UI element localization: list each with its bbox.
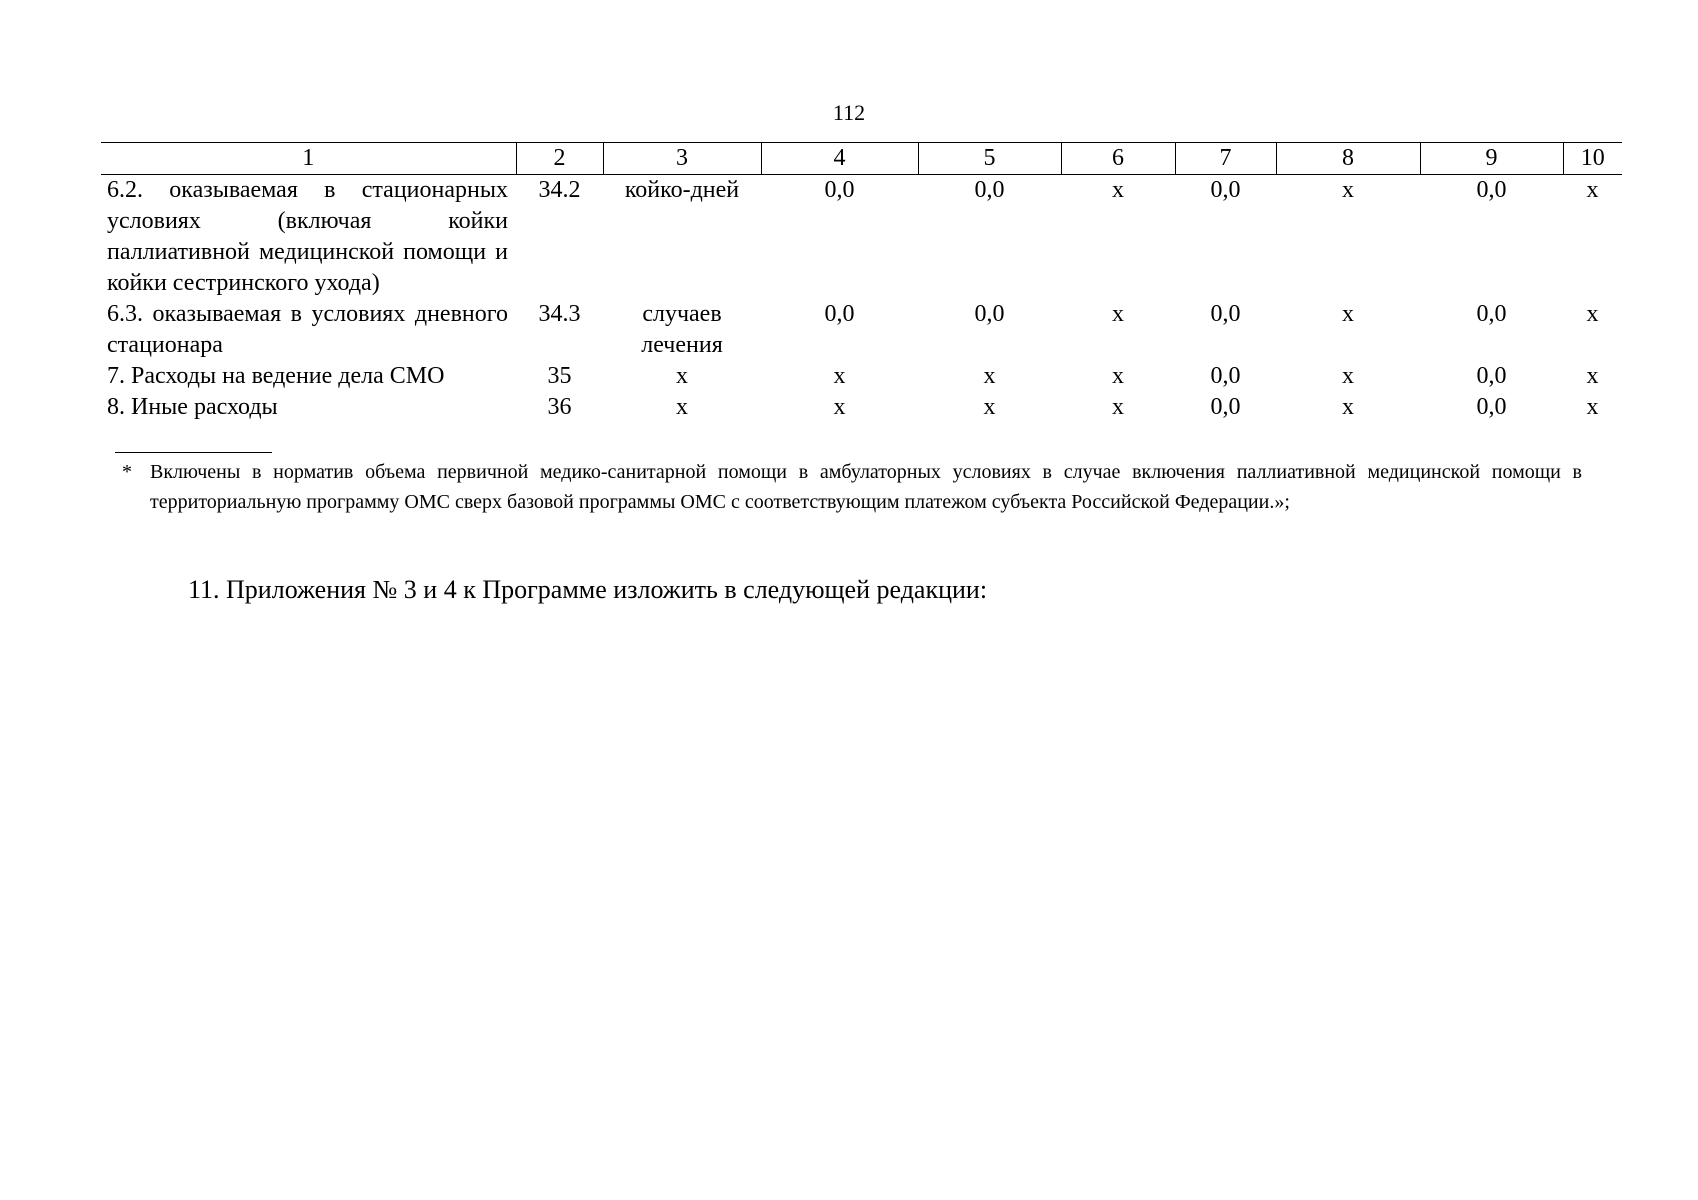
table-cell: 0,0: [974, 177, 1005, 203]
table-cell: х: [983, 394, 996, 420]
table-cell: 0,0: [824, 301, 855, 327]
table-cell: х: [1112, 301, 1124, 327]
data-table: [101, 142, 1622, 423]
table-cell: 35: [547, 363, 572, 389]
table-cell: 0,0: [1476, 394, 1507, 420]
row-name: 7. Расходы на ведение дела СМО: [107, 363, 445, 389]
body-paragraph: 11. Приложения № 3 и 4 к Программе изложить в следующей редакции:: [188, 575, 988, 604]
column-header: 5: [918, 143, 1061, 175]
table-cell: 0,0: [824, 177, 855, 203]
table-cell: х: [1342, 177, 1354, 203]
row-name: 8. Иные расходы: [107, 394, 278, 420]
column-header: 9: [1420, 143, 1563, 175]
column-header: 10: [1563, 143, 1622, 175]
table-header-row: [101, 143, 1622, 175]
column-header: 3: [603, 143, 761, 175]
table-cell: х: [1112, 394, 1124, 420]
table-cell: 34.2: [538, 177, 581, 203]
table-cell: 0,0: [974, 301, 1005, 327]
footnote: [122, 457, 1582, 517]
table-cell: х: [1112, 177, 1124, 203]
table-cell: х: [1586, 177, 1599, 203]
table-row: [101, 361, 1622, 392]
table-cell: 0,0: [1210, 363, 1241, 389]
footnote-divider: [115, 452, 272, 453]
column-header: 7: [1175, 143, 1276, 175]
column-header: 8: [1276, 143, 1420, 175]
footnote-mark: *: [122, 461, 132, 483]
column-header: 6: [1061, 143, 1175, 175]
table-cell: 0,0: [1210, 394, 1241, 420]
table-cell: х: [1112, 363, 1124, 389]
table-cell: 0,0: [1210, 177, 1241, 203]
table-cell: 36: [547, 394, 572, 420]
column-header: 4: [761, 143, 918, 175]
table-cell: х: [983, 363, 996, 389]
table-row: [101, 175, 1622, 300]
table-cell: х: [833, 363, 846, 389]
table-row: [101, 392, 1622, 423]
table-cell: х: [1586, 301, 1599, 327]
table-cell: х: [676, 363, 688, 389]
row-name: 6.2. оказываемая в стационарных условиях (включая койки паллиативной медицинской помощи и койки сестринского ухода): [107, 177, 508, 296]
table-cell: х: [1342, 301, 1354, 327]
table-cell: 34.3: [538, 301, 581, 327]
table-cell: 0,0: [1476, 363, 1507, 389]
table-cell: койко-дней: [624, 177, 740, 203]
column-header: 1: [101, 143, 516, 175]
table-cell: х: [1586, 363, 1599, 389]
table-cell: 0,0: [1476, 177, 1507, 203]
table-cell: х: [676, 394, 688, 420]
footnote-text: Включены в норматив объема первичной медико-санитарной помощи в амбулаторных условиях в случае включения паллиативной медицинской помощи в территориальную программу ОМС сверх базовой программы ОМС с соответствующим платежом субъекта Российской Федерации.»;: [150, 461, 1582, 513]
table-cell: 0,0: [1476, 301, 1507, 327]
page-number: 112: [832, 100, 866, 125]
table-cell: случаев лечения: [641, 301, 723, 358]
table-cell: 0,0: [1210, 301, 1241, 327]
column-header: 2: [516, 143, 603, 175]
table-cell: х: [1586, 394, 1599, 420]
table-cell: х: [1342, 394, 1354, 420]
table-row: [101, 299, 1622, 361]
table-cell: х: [1342, 363, 1354, 389]
row-name: 6.3. оказываемая в условиях дневного стационара: [107, 301, 508, 358]
table-cell: х: [833, 394, 846, 420]
